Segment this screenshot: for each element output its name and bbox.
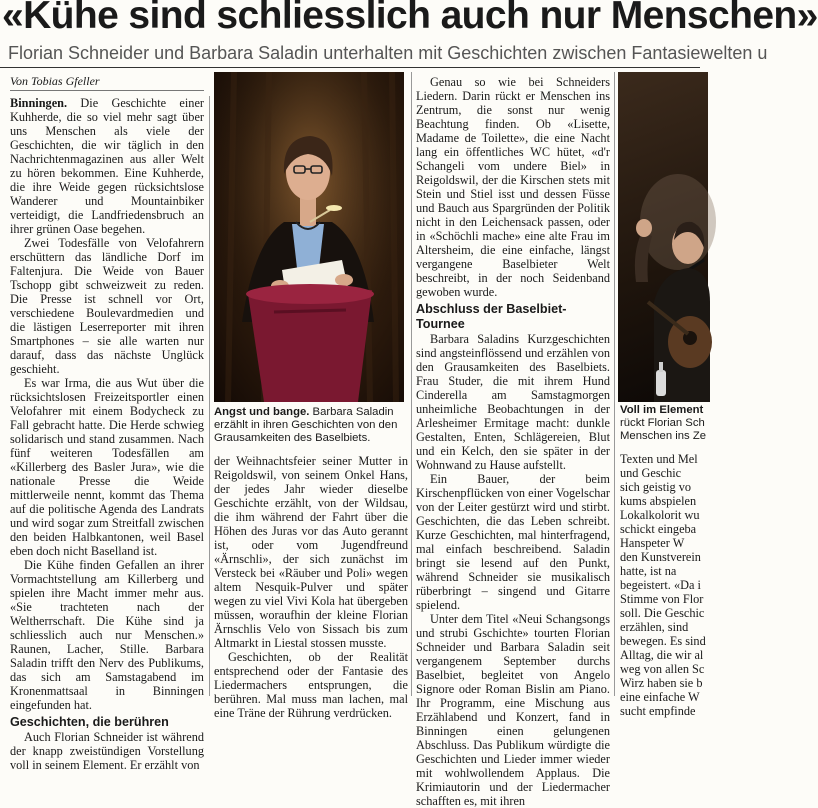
paragraph: Die Kühe finden Gefallen an ihrer Vormachtstellung am Killerberg und spielen ihre Macht immer mehr aus. «Sie trachteten nach der Weltherrschaft. Die Kühe sind ja schliesslich auch nur Menschen.» Raunen, Lacher, Stille. Barbara Saladin trifft den Nerv des Publikums, das sich am Samstagabend im Kronenmattsaal in Binningen eingefunden hat. bbox=[10, 558, 204, 712]
text-line: sucht empfinde bbox=[620, 704, 696, 718]
dateline: Binningen. bbox=[10, 96, 68, 110]
paragraph: Unter dem Titel «Neui Schangsongs und strubi Gschichte» tourten Florian Schneider und Barbara Saladin seit vergangenem September durchs Baselbiet, begleitet von Angelo Signore oder Roman Bislin am Piano. Ihr Programm, eine Mischung aus Erzählabend und Konzert, fand in Binningen einen gelungenen Abschluss. Das Publikum würdigte die Geschichten und Lieder immer wieder mit wohlwollendem Applaus. Die Krimiautorin und der Liedermacher schafften es, mit ihren bbox=[416, 612, 610, 808]
text-line: Lokalkolorit wu bbox=[620, 508, 700, 522]
headline: «Kühe sind schliesslich auch nur Menschen» bbox=[2, 0, 818, 37]
text-line: hatte, ist na bbox=[620, 564, 677, 578]
caption-line: Menschen ins Ze bbox=[620, 430, 707, 442]
article-column-3 bbox=[416, 75, 610, 808]
author-byline: Von Tobias Gfeller bbox=[10, 74, 204, 91]
top-rule bbox=[0, 67, 700, 68]
text-line: sich geistig vo bbox=[620, 480, 692, 494]
photo-florian-schneider bbox=[618, 72, 708, 402]
paragraph: Es war Irma, die aus Wut über die rücksichtslosen Freizeitsportler einen Velofahrer mit einem Bodycheck zu Fall gebracht hatte. Die Herde schwieg solidarisch und stand zusammen. Nach fünf weiteren Todesfällen am «Killerberg des Basler Jura», wie die nationale Presse die Weide mittlerweile nennt, kommt das Thema auf die politische Agenda des Landrats und wird sogar zum Streitfall zwischen den beiden Halbkantonen, weil Basel eben doch nicht Baselland ist. bbox=[10, 376, 204, 558]
article-column-4 bbox=[620, 452, 710, 718]
text-line: schickt eingeba bbox=[620, 522, 697, 536]
photo-barbara-saladin bbox=[214, 72, 404, 402]
paragraph: Ein Bauer, der beim Kirschenpflücken von einer Vogelschar von der Leiter gestürzt wird und stirbt. Geschichten, die das Leben schreibt. Kurze Geschichten, mal hinterfragend, mal einfach beschreibend. Saladin bringt sie lesend auf den Punkt, während Schneider sie musikalisch rüberbringt – singend und Gitarre spielend. bbox=[416, 472, 610, 612]
text-line: Alltag, die wir al bbox=[620, 648, 704, 662]
text-line: den Kunstverein bbox=[620, 550, 701, 564]
paragraph bbox=[10, 96, 204, 236]
text-line: Texten und Mel bbox=[620, 452, 698, 466]
text-line: soll. Die Geschic bbox=[620, 606, 705, 620]
subline: Florian Schneider und Barbara Saladin unterhalten mit Geschichten zwischen Fantasiewelten u bbox=[8, 43, 768, 63]
paragraph-text: Die Geschichte einer Kuhherde, die so viel mehr sagt über uns Menschen als viele der Geschichten, die wir täglich in den Nachrichtenmagazinen aus aller Welt zu hören bekommen. Eine Kuhherde, die ihre Weide gegen rücksichtslose Wanderer und Mountainbiker verteidigt, die Landfriedensbruch an ihrer grünen Oase begehen. bbox=[10, 96, 204, 236]
column-divider bbox=[209, 96, 210, 696]
paragraph: Geschichten, ob der Realität entsprechend oder der Fantasie des Liedermachers entsprungen, die berühren. Mal muss man lachen, mal eine Träne der Rührung verdrücken. bbox=[214, 650, 408, 720]
column-divider bbox=[411, 72, 412, 696]
subheading: Abschluss der Baselbiet-Tournee bbox=[416, 302, 567, 331]
column-divider bbox=[614, 72, 615, 696]
photo-caption bbox=[214, 406, 410, 445]
text-line: kums abspielen bbox=[620, 494, 697, 508]
paragraph: der Weihnachtsfeier seiner Mutter in Reigoldswil, von seinem Onkel Hans, der jedes Jahr wieder dieselbe Geschichte erzählt, von der Wildsau, die ihm während der Fahrt über die Höhen des Juras vor das Auto gerannt ist, oder vom Jugendfreund «Ärnschli», der sich zunächst im Versteck bei «Räuber und Poli» wegen altem Nesquik-Pulver und später wegen zu viel Vivi Kola hat übergeben müssen, woraufhin der kleine Florian Ärnschlis Velo von Sissach bis zum Altmarkt in Liestal stossen musste. bbox=[214, 454, 408, 650]
column-lines bbox=[620, 452, 710, 718]
text-line: Wirz haben sie b bbox=[620, 676, 703, 690]
photo-illustration bbox=[214, 72, 404, 402]
caption-text: Barbara Saladin erzählt in ihren Geschichten von den Grausamkeiten des Baselbiets. bbox=[214, 406, 398, 444]
caption-line: rückt Florian Sch bbox=[620, 417, 705, 429]
caption-lead: Angst und bange. bbox=[214, 406, 310, 418]
paragraph: Barbara Saladins Kurzgeschichten sind angsteinflössend und erzählen von den Grausamkeiten des Baselbiets. Frau Studer, die mit ihrem Hund Cinderella am Samstagmorgen unheimliche Beobachtungen in der Arlesheimer Ermitage macht: dunkle Gestalten, Enten, Schlägereien, Blut und ein Kelch, den sie später in der Wohnwand zu Hause aufstellt. bbox=[416, 332, 610, 472]
article-column-1 bbox=[10, 96, 204, 772]
text-line: erzählen, sind bbox=[620, 620, 689, 634]
text-line: weg von allen Sc bbox=[620, 662, 705, 676]
text-line: begeistert. «Da i bbox=[620, 578, 701, 592]
paragraph: Zwei Todesfälle von Velofahrern erschüttern das ländliche Dorf im Faltenjura. Die Weide von Bauer Tschopp gibt schweizweit zu reden. Die Presse ist schnell vor Ort, verschiedene Boulevardmedien und die lästigen Leserreporter mit ihren Smartphones – sie alle warten nur darauf, dass das nächste Unglück geschieht. bbox=[10, 236, 204, 376]
paragraph: Genau so wie bei Schneiders Liedern. Darin rückt er Menschen ins Zentrum, die sonst nur wenig Beachtung finden. Ob «Lisette, Madame de Toilette», die eine Nacht lang ein öffentliches WC hütet, «d'r Schangeli vom undere Biel» in Reigoldswil, der die Kirschen stets mit Stein und Stiel isst und dessen Füsse und Bauch aus Spargründen der Politik nicht in den Leichensack passen, oder in «Schöchli mache» eine alte Frau im Altersheim, die eine einfache, längst vergangene Baselbieter Welt beschreibt, in der noch Seidenband gewoben wurde. bbox=[416, 75, 610, 299]
paragraph: Auch Florian Schneider ist während der knapp zweistündigen Vorstellung voll in seinem Element. Er erzählt von bbox=[10, 730, 204, 772]
caption-lead: Voll im Element bbox=[620, 404, 704, 416]
text-line: und Geschic bbox=[620, 466, 682, 480]
text-line: Hanspeter W bbox=[620, 536, 685, 550]
subheading: Geschichten, die berühren bbox=[10, 715, 169, 729]
text-line: eine einfache W bbox=[620, 690, 700, 704]
text-line: bewegen. Es sind bbox=[620, 634, 706, 648]
photo-illustration bbox=[618, 72, 708, 402]
text-line: Stimme von Flor bbox=[620, 592, 704, 606]
article-column-2 bbox=[214, 454, 408, 720]
photo-caption-2 bbox=[620, 404, 710, 443]
